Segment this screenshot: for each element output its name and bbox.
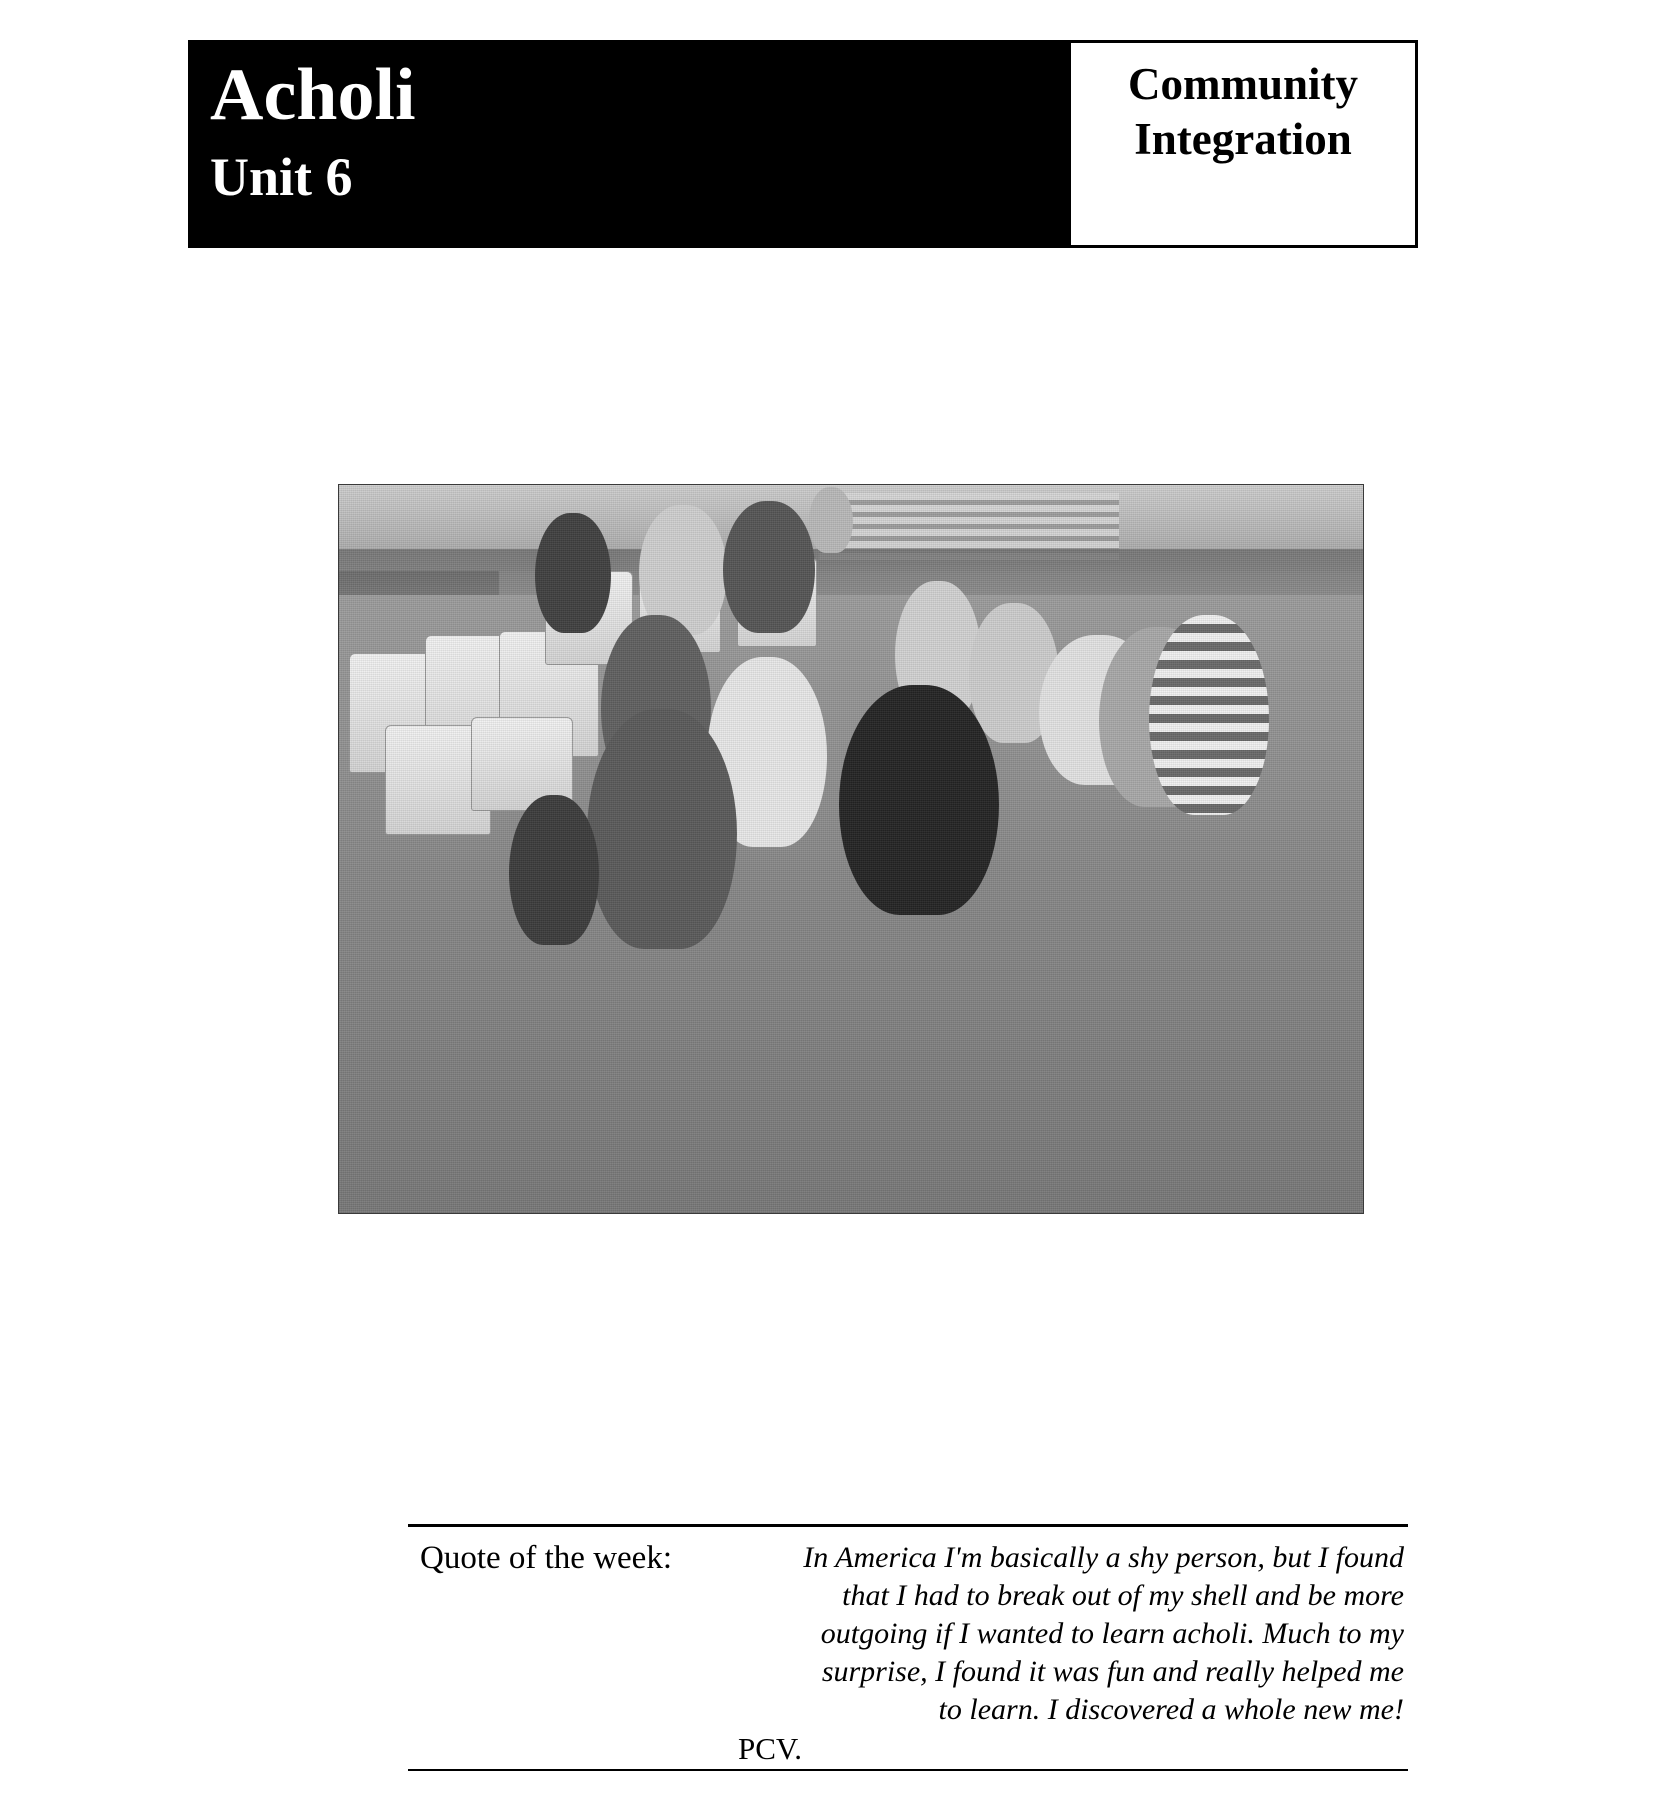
photo-person (723, 501, 815, 633)
photo-person (509, 795, 599, 945)
quote-of-the-week (408, 1524, 1408, 1771)
theme-line-2: Integration (1134, 113, 1352, 164)
photo-image (339, 485, 1363, 1213)
quote-bottom-rule (408, 1769, 1408, 1771)
quote-attribution: PCV. (738, 1731, 803, 1767)
photo-background-hedge (339, 549, 1363, 599)
quote-body (408, 1527, 1408, 1735)
photo-person-striped-shirt (1149, 615, 1269, 815)
quote-text: In America I'm basically a shy person, but I found that I had to break out of my shell and be more outgoing if I wanted to learn acholi. Much to my surprise, I found it was fun and really helped me to learn. I discovered a whole new me! (803, 1541, 1404, 1727)
photo-person (535, 513, 611, 633)
theme-line-1: Community (1127, 59, 1358, 109)
header-title-block (188, 40, 1068, 248)
theme-box (1068, 40, 1418, 248)
photo-person (587, 709, 737, 949)
unit-label: Unit 6 (210, 147, 353, 207)
photo-person (809, 487, 853, 553)
photo-person (839, 685, 999, 915)
page-header (188, 40, 1418, 248)
quote-label: Quote of the week: (420, 1540, 672, 1576)
page-title: Acholi (210, 54, 416, 136)
unit-photo (338, 484, 1364, 1214)
